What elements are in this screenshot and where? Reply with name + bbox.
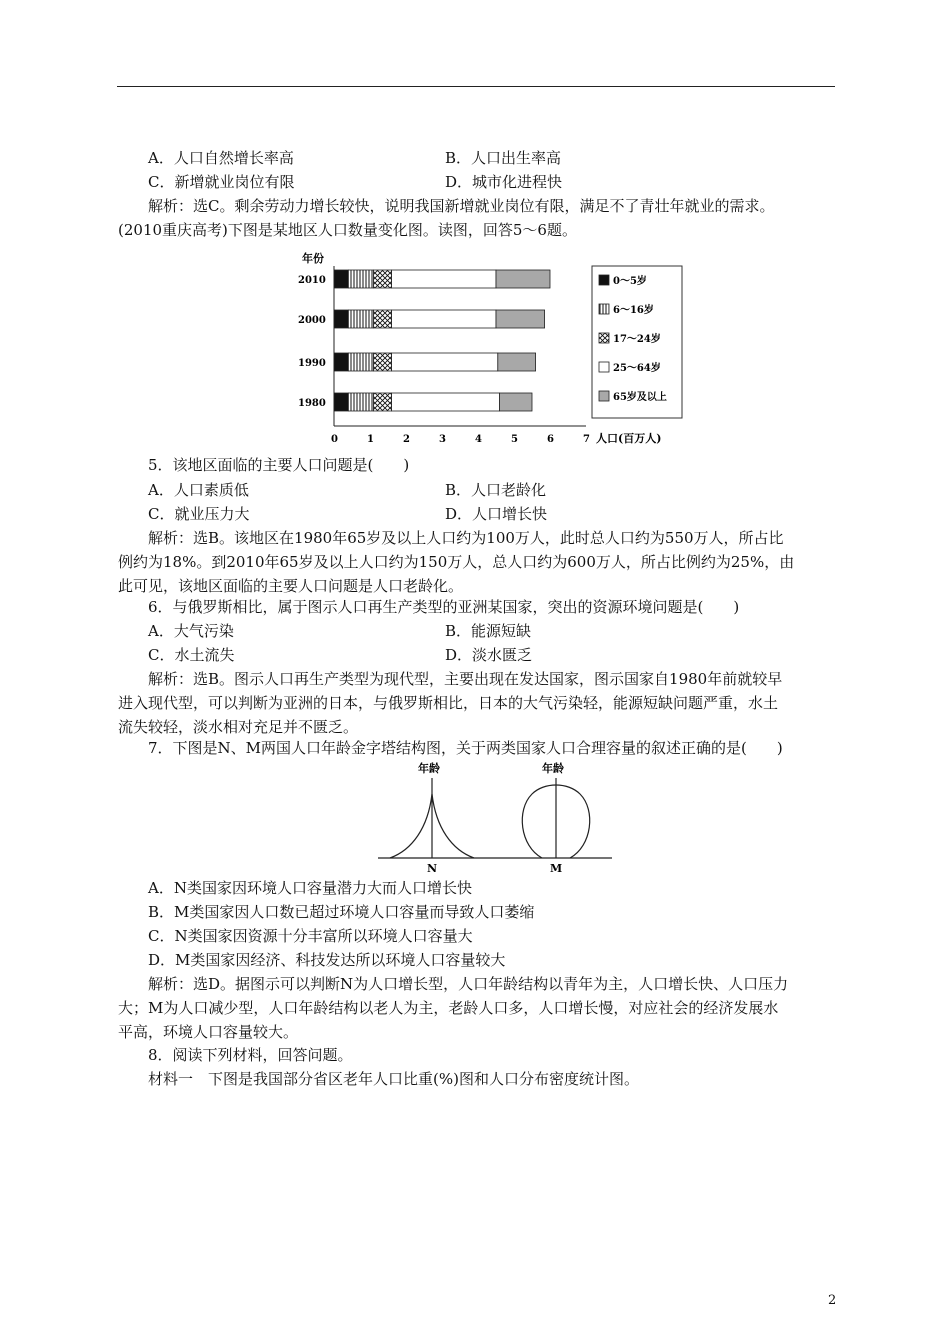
year-label-1990: 1990 [298, 358, 326, 369]
year-label-2010: 2010 [298, 275, 326, 286]
q6-option-b: B．能源短缺 [445, 622, 532, 640]
x-tick-3: 3 [439, 434, 446, 445]
pyramid-m-axis-label: 年龄 [542, 762, 564, 775]
q7-option-b: B．M类国家因人口数已超过环境人口容量而导致人口萎缩 [148, 903, 535, 921]
bar-2010-series-2 [374, 270, 392, 288]
legend-label-3: 25～64岁 [613, 363, 661, 374]
q7-analysis-line3: 平高，环境人口容量较大。 [118, 1023, 299, 1041]
q4-option-b: B．人口出生率高 [445, 149, 562, 167]
bar-2000-series-3 [392, 310, 496, 328]
legend-swatch-3 [599, 362, 609, 372]
bar-1990-series-2 [374, 353, 392, 371]
page-number: 2 [828, 1293, 837, 1308]
q6-analysis-line2: 进入现代型，可以判断为亚洲的日本，与俄罗斯相比，日本的大气污染轻，能源短缺问题严重，水土 [118, 694, 779, 712]
q7-option-c: C．N类国家因资源十分丰富所以环境人口容量大 [148, 927, 473, 945]
x-tick-1: 1 [367, 434, 374, 445]
legend-swatch-4 [599, 391, 609, 401]
q5-stem: 5．该地区面临的主要人口问题是( ) [148, 456, 410, 474]
q5-option-b: B．人口老龄化 [445, 481, 547, 499]
intro-5-6: (2010重庆高考)下图是某地区人口数量变化图。读图，回答5～6题。 [118, 221, 577, 239]
x-tick-4: 4 [475, 434, 482, 445]
q7-option-d: D．M类国家因经济、科技发达所以环境人口容量较大 [148, 951, 506, 969]
pyramid-figure [370, 758, 620, 876]
q6-option-c: C．水土流失 [148, 646, 235, 664]
legend-label-4: 65岁及以上 [613, 392, 667, 403]
bar-2000-series-1 [348, 310, 373, 328]
q8-material1: 材料一 下图是我国部分省区老年人口比重(%)图和人口分布密度统计图。 [148, 1070, 639, 1088]
legend-label-1: 6～16岁 [613, 305, 654, 316]
q6-stem: 6．与俄罗斯相比，属于图示人口再生产类型的亚洲某国家，突出的资源环境问题是( ) [148, 598, 740, 616]
pyramid-n-label: N [427, 862, 438, 875]
legend-swatch-2 [599, 333, 609, 343]
pyramid-n-axis-label: 年龄 [418, 762, 440, 775]
q5-option-a: A．人口素质低 [148, 481, 249, 499]
x-tick-6: 6 [547, 434, 554, 445]
bar-2010-series-4 [496, 270, 550, 288]
bar-1980-series-3 [392, 393, 500, 411]
bar-1980-series-1 [348, 393, 373, 411]
bar-2010-series-3 [392, 270, 496, 288]
q5-option-c: C．就业压力大 [148, 505, 250, 523]
x-tick-2: 2 [403, 434, 410, 445]
bar-2010-series-1 [348, 270, 373, 288]
q6-option-d: D．淡水匮乏 [445, 646, 533, 664]
x-axis-label: 人口(百万人) [596, 432, 662, 445]
year-label-1980: 1980 [298, 398, 326, 409]
population-chart [290, 248, 690, 448]
bar-1980-series-2 [374, 393, 392, 411]
bar-1990-series-3 [392, 353, 498, 371]
bar-1980-series-0 [334, 393, 348, 411]
q7-analysis-line2: 大；M为人口减少型，人口年龄结构以老人为主，老龄人口多，人口增长慢，对应社会的经济发展水 [118, 999, 779, 1017]
bar-2000-series-0 [334, 310, 348, 328]
q8-stem: 8．阅读下列材料，回答问题。 [148, 1046, 353, 1064]
bar-2000-series-2 [374, 310, 392, 328]
q5-analysis-line2: 例约为18%。到2010年65岁及以上人口约为150万人，总人口约为600万人，所占比例约为25%，由 [118, 553, 795, 571]
legend-swatch-1 [599, 304, 609, 314]
q5-option-d: D．人口增长快 [445, 505, 548, 523]
bar-1990-series-4 [498, 353, 536, 371]
q4-option-d: D．城市化进程快 [445, 173, 563, 191]
q7-option-a: A．N类国家因环境人口容量潜力大而人口增长快 [148, 879, 472, 897]
x-tick-5: 5 [511, 434, 518, 445]
q5-analysis-line3: 此可见，该地区面临的主要人口问题是人口老龄化。 [118, 577, 464, 595]
legend-label-2: 17～24岁 [613, 334, 661, 345]
q6-option-a: A．大气污染 [148, 622, 234, 640]
q6-analysis-line3: 流失较轻，淡水相对充足并不匮乏。 [118, 718, 359, 736]
bar-2010-series-0 [334, 270, 348, 288]
q4-option-a: A．人口自然增长率高 [148, 149, 294, 167]
legend-swatch-0 [599, 275, 609, 285]
header-rule [117, 86, 835, 87]
q5-analysis-line1: 解析：选B。该地区在1980年65岁及以上人口约为100万人，此时总人口约为550万人，所占比 [148, 529, 784, 547]
year-label-2000: 2000 [298, 315, 326, 326]
y-axis-title: 年份 [302, 252, 324, 265]
bar-1990-series-0 [334, 353, 348, 371]
q7-stem: 7．下图是N、M两国人口年龄金字塔结构图，关于两类国家人口合理容量的叙述正确的是( ) [148, 739, 783, 757]
bar-2000-series-4 [496, 310, 545, 328]
bar-1990-series-1 [348, 353, 373, 371]
x-tick-7: 7 [583, 434, 590, 445]
q4-option-c: C．新增就业岗位有限 [148, 173, 295, 191]
q7-analysis-line1: 解析：选D。据图示可以判断N为人口增长型，人口年龄结构以青年为主，人口增长快、人口压力 [148, 975, 789, 993]
x-tick-0: 0 [331, 434, 338, 445]
q4-analysis: 解析：选C。剩余劳动力增长较快，说明我国新增就业岗位有限，满足不了青壮年就业的需求。 [148, 197, 775, 215]
legend-label-0: 0～5岁 [613, 276, 647, 287]
q6-analysis-line1: 解析：选B。图示人口再生产类型为现代型，主要出现在发达国家，图示国家自1980年前就较早 [148, 670, 783, 688]
pyramid-m-label: M [550, 862, 563, 875]
bar-1980-series-4 [500, 393, 532, 411]
